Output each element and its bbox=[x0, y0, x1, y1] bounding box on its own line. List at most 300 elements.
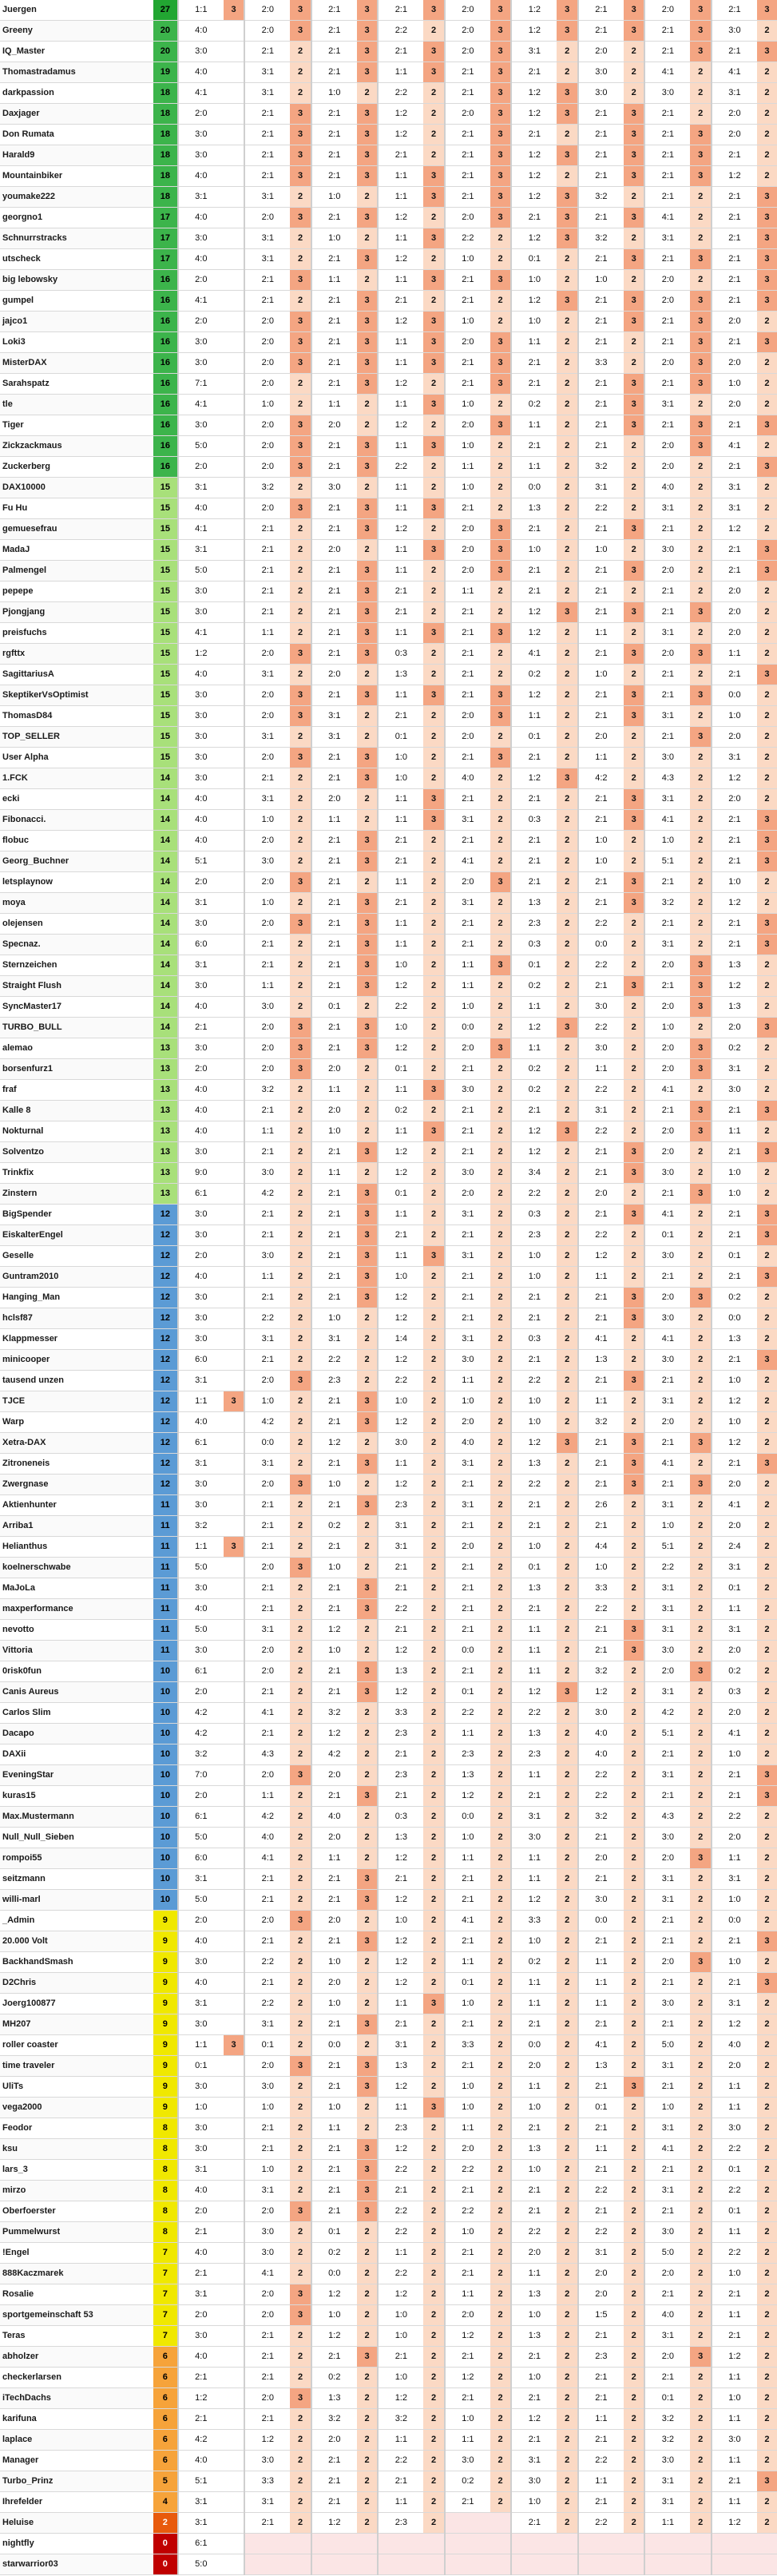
tip-score: 2:1 bbox=[445, 2492, 490, 2513]
player-points: 8 bbox=[153, 2222, 178, 2243]
tip-bonus: 2 bbox=[757, 436, 777, 457]
tip-score: 1:3 bbox=[578, 2056, 624, 2077]
player-points: 0 bbox=[153, 2534, 178, 2554]
tip-score: 1:2 bbox=[712, 2347, 757, 2368]
tip-bonus: 2 bbox=[490, 2035, 511, 2056]
tip-bonus: 2 bbox=[357, 540, 378, 561]
tip-score: 2:1 bbox=[445, 1558, 490, 1578]
tip-score: 1:1 bbox=[244, 1267, 290, 1288]
player-name: SkeptikerVsOptimist bbox=[0, 685, 153, 706]
tip-bonus: 2 bbox=[624, 1911, 644, 1931]
tip-score: 2:2 bbox=[712, 1807, 757, 1828]
tip-score: 2:1 bbox=[578, 519, 624, 540]
player-name: Vittoria bbox=[0, 1641, 153, 1661]
tip-bonus: 2 bbox=[757, 2326, 777, 2347]
tip-bonus bbox=[224, 2513, 244, 2534]
tip-score: 2:3 bbox=[511, 914, 557, 935]
tip-score: 1:1 bbox=[712, 2222, 757, 2243]
tip-bonus: 3 bbox=[624, 1641, 644, 1661]
tip-score: 1:1 bbox=[311, 395, 357, 415]
tip-bonus bbox=[224, 2181, 244, 2201]
tip-score: 3:1 bbox=[644, 1495, 690, 1516]
tip-bonus: 2 bbox=[423, 2430, 444, 2451]
player-name: vega2000 bbox=[0, 2098, 153, 2118]
tip-score: 2:1 bbox=[644, 2368, 690, 2388]
tip-bonus: 2 bbox=[690, 1765, 711, 1786]
tip-score: 3:0 bbox=[178, 332, 224, 353]
tip-score: 2:1 bbox=[578, 1931, 624, 1952]
tip-bonus: 2 bbox=[624, 2201, 644, 2222]
tip-score: 2:1 bbox=[712, 1973, 757, 1994]
player-name: iTechDachs bbox=[0, 2388, 153, 2409]
player-name: MaJoLa bbox=[0, 1578, 153, 1599]
tip-score: 4:0 bbox=[178, 1080, 224, 1101]
tip-score: 2:1 bbox=[311, 1391, 357, 1412]
tip-score: 2:1 bbox=[578, 166, 624, 187]
tip-score: 3:0 bbox=[644, 1994, 690, 2014]
table-row bbox=[0, 228, 777, 249]
tip-score: 3:2 bbox=[578, 1807, 624, 1828]
tip-bonus: 2 bbox=[757, 789, 777, 810]
tip-bonus: 2 bbox=[423, 665, 444, 685]
player-points: 6 bbox=[153, 2347, 178, 2368]
tip-bonus: 2 bbox=[690, 540, 711, 561]
tip-score: 2:0 bbox=[712, 1018, 757, 1038]
tip-score: 2:1 bbox=[311, 2492, 357, 2513]
tip-score: 2:2 bbox=[378, 2264, 423, 2284]
tip-bonus bbox=[557, 2534, 577, 2554]
tip-score: 1:0 bbox=[445, 2222, 490, 2243]
player-name: D2Chris bbox=[0, 1973, 153, 1994]
tip-score: 3:1 bbox=[511, 1807, 557, 1828]
tip-score: 0:1 bbox=[445, 1682, 490, 1703]
tip-bonus: 3 bbox=[490, 208, 511, 228]
tip-bonus bbox=[224, 997, 244, 1018]
tip-bonus: 2 bbox=[423, 955, 444, 976]
player-points: 14 bbox=[153, 851, 178, 872]
tip-score: 2:1 bbox=[578, 2368, 624, 2388]
tip-score: 2:1 bbox=[511, 2201, 557, 2222]
tip-bonus: 2 bbox=[357, 1641, 378, 1661]
tip-bonus: 2 bbox=[423, 83, 444, 104]
tip-bonus bbox=[224, 1163, 244, 1184]
tip-bonus: 3 bbox=[357, 208, 378, 228]
tip-bonus: 3 bbox=[357, 353, 378, 374]
tip-bonus: 2 bbox=[757, 1848, 777, 1869]
player-points: 8 bbox=[153, 2160, 178, 2181]
tip-score: 2:2 bbox=[511, 1475, 557, 1495]
tip-score: 1:2 bbox=[378, 1142, 423, 1163]
tip-score: 2:1 bbox=[445, 914, 490, 935]
player-name: rompoi55 bbox=[0, 1848, 153, 1869]
tip-score: 2:1 bbox=[578, 436, 624, 457]
tip-score: 1:0 bbox=[445, 395, 490, 415]
tip-bonus: 2 bbox=[557, 1537, 577, 1558]
tip-bonus: 3 bbox=[357, 2056, 378, 2077]
tip-bonus: 2 bbox=[624, 768, 644, 789]
player-points: 14 bbox=[153, 1018, 178, 1038]
tip-score: 1:0 bbox=[244, 2160, 290, 2181]
tip-score: 2:1 bbox=[311, 1288, 357, 1308]
tip-score: 3:0 bbox=[644, 748, 690, 768]
tip-score: 2:1 bbox=[712, 561, 757, 581]
tip-score: 2:0 bbox=[311, 1828, 357, 1848]
tip-bonus: 2 bbox=[624, 2451, 644, 2471]
tip-bonus: 3 bbox=[357, 1038, 378, 1059]
tip-bonus: 2 bbox=[624, 1184, 644, 1205]
tip-bonus: 2 bbox=[557, 644, 577, 665]
tip-bonus: 3 bbox=[690, 2347, 711, 2368]
tip-bonus: 2 bbox=[757, 2014, 777, 2035]
tip-score: 1:0 bbox=[511, 1391, 557, 1412]
tip-score: 2:1 bbox=[644, 312, 690, 332]
player-name: Nokturnal bbox=[0, 1121, 153, 1142]
tip-score: 4:1 bbox=[178, 519, 224, 540]
tip-score: 1:0 bbox=[712, 374, 757, 395]
tip-bonus: 3 bbox=[557, 1018, 577, 1038]
tip-score: 0:1 bbox=[311, 997, 357, 1018]
tip-score: 2:1 bbox=[311, 2014, 357, 2035]
tip-bonus: 2 bbox=[624, 1350, 644, 1371]
tip-score: 1:2 bbox=[712, 768, 757, 789]
tip-bonus: 2 bbox=[624, 727, 644, 748]
tip-score: 3:0 bbox=[178, 353, 224, 374]
tip-score: 3:0 bbox=[178, 768, 224, 789]
tip-bonus: 2 bbox=[423, 2305, 444, 2326]
tip-bonus: 2 bbox=[490, 727, 511, 748]
tip-score: 1:0 bbox=[445, 249, 490, 270]
tip-score: 6:1 bbox=[178, 1184, 224, 1205]
tip-bonus bbox=[224, 665, 244, 685]
tip-score: 2:2 bbox=[378, 1371, 423, 1391]
table-row bbox=[0, 1454, 777, 1475]
tip-bonus: 2 bbox=[423, 2471, 444, 2492]
tip-score: 1:1 bbox=[511, 1869, 557, 1890]
tip-bonus: 3 bbox=[757, 457, 777, 478]
player-name: youmake222 bbox=[0, 187, 153, 208]
tip-bonus: 2 bbox=[624, 1516, 644, 1537]
tip-score: 1:1 bbox=[178, 2035, 224, 2056]
player-points: 6 bbox=[153, 2388, 178, 2409]
tip-score: 0:2 bbox=[311, 1516, 357, 1537]
tip-score: 1:0 bbox=[712, 706, 757, 727]
tip-score: 2:1 bbox=[578, 1641, 624, 1661]
tip-bonus: 3 bbox=[624, 893, 644, 914]
tip-score: 2:1 bbox=[244, 602, 290, 623]
tip-bonus: 2 bbox=[423, 1495, 444, 1516]
tip-bonus: 2 bbox=[690, 1828, 711, 1848]
tip-score: 0:0 bbox=[311, 2264, 357, 2284]
tip-bonus: 2 bbox=[290, 831, 311, 851]
tip-score: 2:2 bbox=[511, 1703, 557, 1724]
table-row bbox=[0, 2513, 777, 2534]
tip-score: 1:1 bbox=[244, 1121, 290, 1142]
tip-bonus: 3 bbox=[357, 2201, 378, 2222]
tip-score: 0:3 bbox=[378, 1807, 423, 1828]
tip-bonus: 3 bbox=[690, 1661, 711, 1682]
tip-bonus: 3 bbox=[490, 1038, 511, 1059]
tip-score: 1:2 bbox=[511, 2409, 557, 2430]
tip-score: 2:1 bbox=[644, 2077, 690, 2098]
tip-score: 3:1 bbox=[311, 706, 357, 727]
tip-bonus bbox=[224, 2056, 244, 2077]
tip-score: 1:0 bbox=[445, 1994, 490, 2014]
tip-bonus: 2 bbox=[557, 1641, 577, 1661]
tip-bonus: 2 bbox=[690, 1329, 711, 1350]
tip-bonus: 2 bbox=[557, 1267, 577, 1288]
tip-bonus: 3 bbox=[490, 104, 511, 125]
tip-bonus: 2 bbox=[557, 2139, 577, 2160]
tip-bonus bbox=[224, 21, 244, 42]
tip-bonus: 2 bbox=[624, 62, 644, 83]
tip-bonus bbox=[224, 353, 244, 374]
tip-score: 2:0 bbox=[311, 789, 357, 810]
tip-bonus: 2 bbox=[490, 2139, 511, 2160]
tip-bonus: 2 bbox=[624, 748, 644, 768]
tip-bonus bbox=[490, 2534, 511, 2554]
player-points: 9 bbox=[153, 2014, 178, 2035]
tip-bonus: 3 bbox=[423, 187, 444, 208]
tip-bonus: 3 bbox=[357, 125, 378, 145]
tip-bonus: 2 bbox=[490, 831, 511, 851]
tip-bonus: 2 bbox=[423, 1184, 444, 1205]
tip-score: 2:1 bbox=[578, 706, 624, 727]
tip-score: 2:0 bbox=[644, 291, 690, 312]
tip-bonus: 2 bbox=[290, 851, 311, 872]
tip-bonus: 2 bbox=[490, 1994, 511, 2014]
tip-bonus: 2 bbox=[290, 1682, 311, 1703]
tip-score: 4:0 bbox=[178, 2347, 224, 2368]
tip-bonus: 2 bbox=[757, 1163, 777, 1184]
table-row bbox=[0, 997, 777, 1018]
tip-bonus bbox=[224, 208, 244, 228]
tip-score: 1:1 bbox=[378, 1246, 423, 1267]
tip-bonus: 3 bbox=[757, 1142, 777, 1163]
tip-score: 1:2 bbox=[445, 2368, 490, 2388]
tip-bonus: 2 bbox=[757, 166, 777, 187]
tip-score: 2:1 bbox=[244, 104, 290, 125]
tip-bonus: 2 bbox=[557, 2430, 577, 2451]
tip-bonus bbox=[224, 2264, 244, 2284]
table-row bbox=[0, 353, 777, 374]
tip-score: 4:0 bbox=[178, 498, 224, 519]
tip-bonus: 3 bbox=[357, 748, 378, 768]
tip-score: 3:1 bbox=[445, 810, 490, 831]
tip-score: 2:1 bbox=[378, 42, 423, 62]
tip-score: 2:1 bbox=[644, 1931, 690, 1952]
tip-score: 2:1 bbox=[244, 1599, 290, 1620]
tip-score: 3:1 bbox=[644, 2056, 690, 2077]
tip-bonus: 3 bbox=[490, 872, 511, 893]
tip-bonus: 3 bbox=[423, 1246, 444, 1267]
tip-bonus: 2 bbox=[624, 1059, 644, 1080]
tip-score: 2:0 bbox=[445, 104, 490, 125]
tip-score: 3:2 bbox=[311, 2409, 357, 2430]
tip-bonus: 2 bbox=[490, 1765, 511, 1786]
tip-bonus bbox=[224, 42, 244, 62]
tip-score: 3:1 bbox=[644, 2118, 690, 2139]
tip-score: 4:0 bbox=[644, 2305, 690, 2326]
tip-bonus: 2 bbox=[290, 1537, 311, 1558]
tip-score: 0:1 bbox=[644, 2388, 690, 2409]
tip-bonus: 2 bbox=[557, 1391, 577, 1412]
tip-score: 3:0 bbox=[178, 228, 224, 249]
tip-score: 3:0 bbox=[178, 125, 224, 145]
tip-bonus: 2 bbox=[557, 1828, 577, 1848]
tip-score: 2:1 bbox=[712, 1205, 757, 1225]
tip-score: 2:1 bbox=[311, 1038, 357, 1059]
tip-bonus: 2 bbox=[757, 1744, 777, 1765]
player-points: 4 bbox=[153, 2492, 178, 2513]
tip-score: 1:0 bbox=[712, 1412, 757, 1433]
tip-bonus: 2 bbox=[290, 1288, 311, 1308]
player-points: 16 bbox=[153, 457, 178, 478]
tip-bonus: 2 bbox=[490, 2222, 511, 2243]
player-points: 27 bbox=[153, 0, 178, 21]
player-name: Dacapo bbox=[0, 1724, 153, 1744]
tip-score: 2:1 bbox=[445, 62, 490, 83]
tip-score: 2:1 bbox=[445, 2243, 490, 2264]
tip-score: 1:2 bbox=[378, 1308, 423, 1329]
tip-bonus: 2 bbox=[557, 1599, 577, 1620]
tip-bonus bbox=[224, 270, 244, 291]
tip-score: 1:2 bbox=[311, 1724, 357, 1744]
tip-score: 2:0 bbox=[644, 0, 690, 21]
tip-bonus: 2 bbox=[490, 997, 511, 1018]
tip-bonus: 2 bbox=[690, 789, 711, 810]
tip-score: 3:0 bbox=[578, 62, 624, 83]
tip-bonus: 2 bbox=[757, 2035, 777, 2056]
tip-score: 2:1 bbox=[445, 1059, 490, 1080]
tip-score: 2:1 bbox=[311, 42, 357, 62]
tip-score: 3:0 bbox=[712, 2118, 757, 2139]
tip-bonus: 2 bbox=[757, 1059, 777, 1080]
tip-score: 2:1 bbox=[511, 208, 557, 228]
tip-score: 2:0 bbox=[244, 914, 290, 935]
tip-bonus bbox=[224, 312, 244, 332]
tip-bonus: 2 bbox=[490, 1744, 511, 1765]
tip-score: 2:0 bbox=[244, 644, 290, 665]
tip-bonus: 2 bbox=[357, 872, 378, 893]
player-points: 9 bbox=[153, 2077, 178, 2098]
tip-bonus bbox=[224, 1475, 244, 1495]
tip-score: 4:1 bbox=[644, 1205, 690, 1225]
tip-bonus: 2 bbox=[423, 1329, 444, 1350]
tip-bonus: 3 bbox=[357, 602, 378, 623]
tip-bonus: 2 bbox=[757, 1578, 777, 1599]
tip-score: 2:0 bbox=[178, 312, 224, 332]
tip-score: 2:1 bbox=[311, 1454, 357, 1475]
tip-score: 3:1 bbox=[712, 1620, 757, 1641]
tip-bonus: 2 bbox=[290, 602, 311, 623]
player-name: nightfly bbox=[0, 2534, 153, 2554]
tip-bonus: 2 bbox=[757, 1682, 777, 1703]
tip-score: 2:0 bbox=[244, 332, 290, 353]
tip-bonus: 3 bbox=[290, 270, 311, 291]
tip-bonus: 2 bbox=[490, 2243, 511, 2264]
table-row bbox=[0, 62, 777, 83]
tip-score: 3:0 bbox=[178, 748, 224, 768]
tip-bonus: 2 bbox=[290, 1599, 311, 1620]
player-points: 16 bbox=[153, 332, 178, 353]
tip-bonus: 2 bbox=[690, 1391, 711, 1412]
player-points: 17 bbox=[153, 228, 178, 249]
tip-score: 3:0 bbox=[511, 2471, 557, 2492]
tip-bonus: 2 bbox=[290, 1433, 311, 1454]
player-points: 10 bbox=[153, 1786, 178, 1807]
tip-score: 2:2 bbox=[578, 1765, 624, 1786]
tip-score: 2:1 bbox=[578, 1516, 624, 1537]
tip-score: 0:0 bbox=[445, 1018, 490, 1038]
tip-score: 4:0 bbox=[178, 1599, 224, 1620]
tip-score bbox=[511, 2554, 557, 2575]
tip-bonus: 2 bbox=[557, 748, 577, 768]
tip-score: 5:1 bbox=[644, 1724, 690, 1744]
player-name: Carlos Slim bbox=[0, 1703, 153, 1724]
tip-bonus bbox=[224, 1267, 244, 1288]
table-row bbox=[0, 893, 777, 914]
tip-score: 2:1 bbox=[578, 208, 624, 228]
tip-score: 3:1 bbox=[311, 727, 357, 748]
tip-bonus: 2 bbox=[757, 1080, 777, 1101]
tip-bonus bbox=[224, 1578, 244, 1599]
tip-bonus: 2 bbox=[557, 1931, 577, 1952]
tip-bonus: 2 bbox=[557, 789, 577, 810]
player-points: 14 bbox=[153, 955, 178, 976]
tip-score: 2:1 bbox=[311, 145, 357, 166]
table-row bbox=[0, 1059, 777, 1080]
tip-score: 2:1 bbox=[578, 2326, 624, 2347]
player-name: Specnaz. bbox=[0, 935, 153, 955]
tip-bonus: 2 bbox=[557, 436, 577, 457]
tip-score: 1:0 bbox=[378, 1391, 423, 1412]
tip-score: 3:1 bbox=[644, 1682, 690, 1703]
tip-score: 2:0 bbox=[178, 104, 224, 125]
player-name: Max.Mustermann bbox=[0, 1807, 153, 1828]
tip-score: 3:1 bbox=[644, 1869, 690, 1890]
player-points: 8 bbox=[153, 2118, 178, 2139]
tip-bonus: 2 bbox=[490, 2014, 511, 2035]
table-row bbox=[0, 1911, 777, 1931]
tip-bonus: 2 bbox=[357, 1433, 378, 1454]
tip-bonus: 3 bbox=[690, 21, 711, 42]
player-name: Schnurrstracks bbox=[0, 228, 153, 249]
tip-bonus: 2 bbox=[423, 1475, 444, 1495]
tip-score: 3:1 bbox=[378, 1537, 423, 1558]
tip-score: 4:2 bbox=[178, 1703, 224, 1724]
player-name: Teras bbox=[0, 2326, 153, 2347]
tip-score: 2:1 bbox=[712, 2326, 757, 2347]
tip-score: 2:1 bbox=[311, 457, 357, 478]
tip-bonus: 2 bbox=[557, 1848, 577, 1869]
tip-bonus: 2 bbox=[290, 665, 311, 685]
tip-bonus: 3 bbox=[357, 498, 378, 519]
tip-bonus: 2 bbox=[690, 1558, 711, 1578]
tip-bonus: 2 bbox=[757, 2077, 777, 2098]
table-row bbox=[0, 851, 777, 872]
tip-bonus: 2 bbox=[490, 665, 511, 685]
player-name: Geselle bbox=[0, 1246, 153, 1267]
tip-bonus: 2 bbox=[357, 1537, 378, 1558]
tip-bonus bbox=[690, 2554, 711, 2575]
table-row bbox=[0, 1329, 777, 1350]
tip-score: 2:1 bbox=[311, 1578, 357, 1599]
tip-bonus: 2 bbox=[423, 2451, 444, 2471]
tip-bonus: 2 bbox=[423, 2035, 444, 2056]
tip-score: 2:1 bbox=[511, 1288, 557, 1308]
table-row bbox=[0, 42, 777, 62]
tip-bonus: 2 bbox=[557, 2160, 577, 2181]
